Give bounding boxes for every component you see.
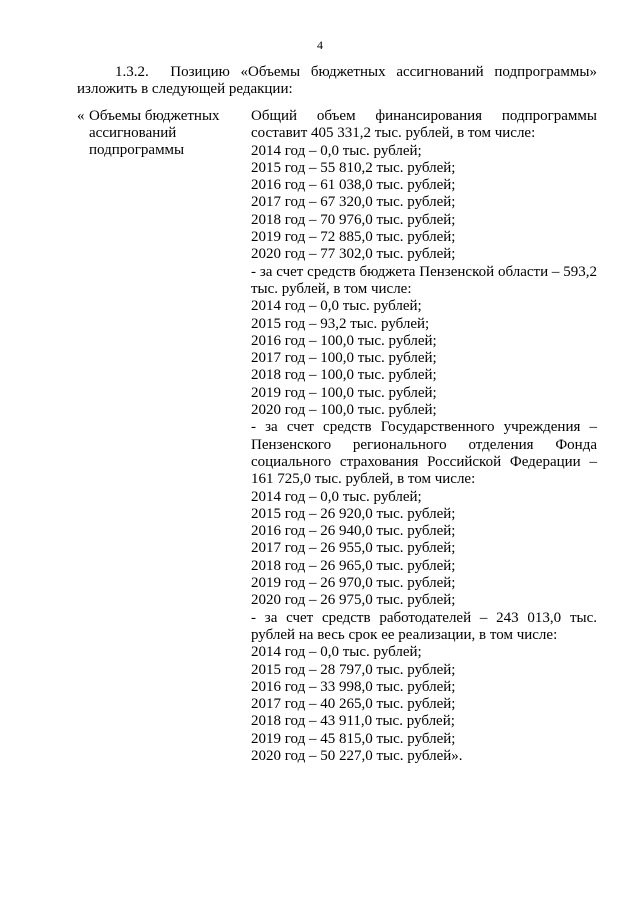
- regional-year-2017: 2017 год – 100,0 тыс. рублей;: [251, 350, 437, 367]
- page-number: 4: [317, 38, 323, 52]
- fss-year-2017: 2017 год – 26 955,0 тыс. рублей;: [251, 540, 456, 557]
- open-quote: «: [77, 108, 85, 124]
- label-line: подпрограммы: [89, 142, 185, 158]
- total-year-2015: 2015 год – 55 810,2 тыс. рублей;: [251, 159, 456, 176]
- employers-year-2018: 2018 год – 43 911,0 тыс. рублей;: [251, 713, 455, 730]
- total-year-2020: 2020 год – 77 302,0 тыс. рублей;: [251, 246, 456, 263]
- regional-year-2020: 2020 год – 100,0 тыс. рублей;: [251, 402, 437, 419]
- employers-year-2014: 2014 год – 0,0 тыс. рублей;: [251, 644, 422, 661]
- employers-year-2017: 2017 год – 40 265,0 тыс. рублей;: [251, 696, 456, 713]
- intro-number: 1.3.2.: [115, 64, 149, 80]
- employers-year-2019: 2019 год – 45 815,0 тыс. рублей;: [251, 730, 456, 747]
- total-year-2014: 2014 год – 0,0 тыс. рублей;: [251, 142, 422, 159]
- employers-year-2015: 2015 год – 28 797,0 тыс. рублей;: [251, 661, 456, 678]
- fss-funding-paragraph: - за счет средств Государственного учреждения – Пензенского регионального отделения Фонда социального страхования Российской Федерации – 161 725,0 тыс. рублей, в том числе:: [251, 419, 597, 488]
- total-year-2019: 2019 год – 72 885,0 тыс. рублей;: [251, 229, 456, 246]
- intro-text: Позицию «Объемы бюджетных ассигнований подпрограммы» изложить в следующей редакции:: [77, 64, 597, 97]
- funding-details-cell: [251, 108, 597, 765]
- total-year-2016: 2016 год – 61 038,0 тыс. рублей;: [251, 177, 456, 194]
- regional-year-2018: 2018 год – 100,0 тыс. рублей;: [251, 367, 437, 384]
- fss-year-2019: 2019 год – 26 970,0 тыс. рублей;: [251, 575, 456, 592]
- employers-funding-paragraph: - за счет средств работодателей – 243 013,0 тыс. рублей на весь срок ее реализации, в том числе:: [251, 609, 597, 643]
- regional-year-2019: 2019 год – 100,0 тыс. рублей;: [251, 384, 437, 401]
- total-funding-paragraph: Общий объем финансирования подпрограммы составит 405 331,2 тыс. рублей, в том числе:: [251, 108, 597, 142]
- total-year-2018: 2018 год – 70 976,0 тыс. рублей;: [251, 211, 456, 228]
- intro-paragraph: [77, 64, 597, 98]
- position-label: [89, 108, 239, 159]
- regional-year-2016: 2016 год – 100,0 тыс. рублей;: [251, 332, 437, 349]
- fss-year-2018: 2018 год – 26 965,0 тыс. рублей;: [251, 557, 456, 574]
- fss-year-2016: 2016 год – 26 940,0 тыс. рублей;: [251, 523, 456, 540]
- label-line: ассигнований: [89, 125, 177, 141]
- label-line: Объемы бюджетных: [89, 108, 220, 124]
- regional-budget-paragraph: - за счет средств бюджета Пензенской области – 593,2 тыс. рублей, в том числе:: [251, 263, 597, 297]
- regional-year-2014: 2014 год – 0,0 тыс. рублей;: [251, 298, 422, 315]
- fss-year-2020: 2020 год – 26 975,0 тыс. рублей;: [251, 592, 456, 609]
- total-year-2017: 2017 год – 67 320,0 тыс. рублей;: [251, 194, 456, 211]
- employers-year-2020: 2020 год – 50 227,0 тыс. рублей».: [251, 747, 463, 764]
- fss-year-2015: 2015 год – 26 920,0 тыс. рублей;: [251, 505, 456, 522]
- employers-year-2016: 2016 год – 33 998,0 тыс. рублей;: [251, 678, 456, 695]
- fss-year-2014: 2014 год – 0,0 тыс. рублей;: [251, 488, 422, 505]
- regional-year-2015: 2015 год – 93,2 тыс. рублей;: [251, 315, 430, 332]
